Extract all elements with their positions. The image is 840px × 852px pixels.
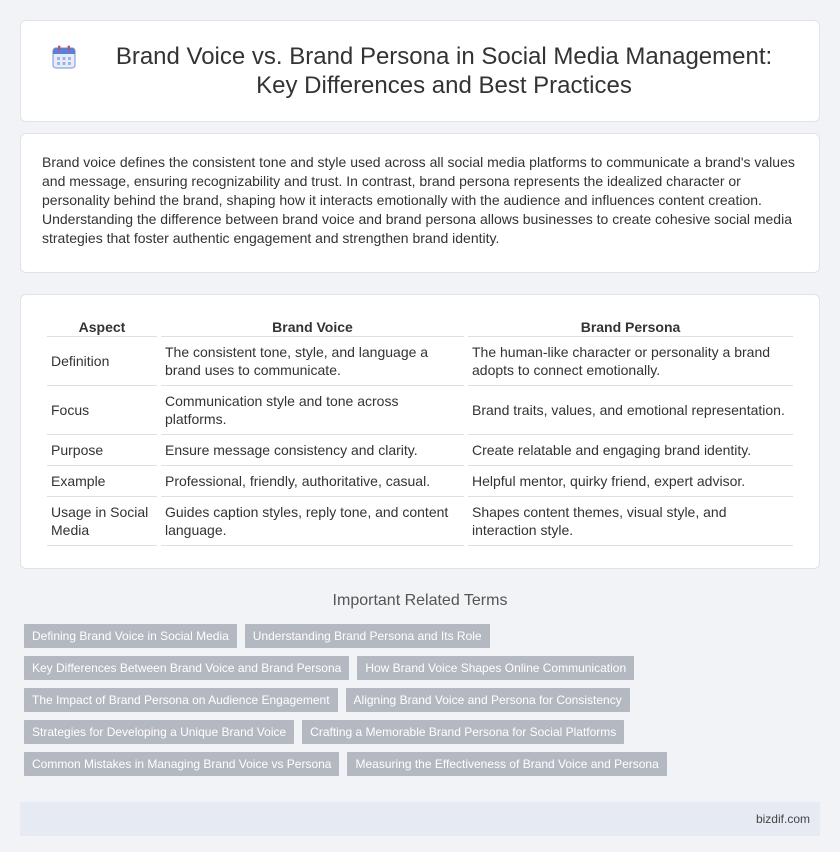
cell-aspect: Example — [47, 466, 157, 497]
header-aspect: Aspect — [47, 317, 157, 337]
calendar-icon — [51, 44, 77, 70]
cell-brand-voice: Communication style and tone across platforms. — [161, 386, 464, 435]
table-row — [47, 466, 793, 497]
cell-brand-persona: Create relatable and engaging brand identity. — [468, 435, 793, 466]
cell-brand-voice: Guides caption styles, reply tone, and content language. — [161, 497, 464, 546]
related-term-tag[interactable]: Key Differences Between Brand Voice and Brand Persona — [24, 656, 349, 680]
cell-brand-voice: Professional, friendly, authoritative, casual. — [161, 466, 464, 497]
cell-brand-voice: Ensure message consistency and clarity. — [161, 435, 464, 466]
related-term-tag[interactable]: Understanding Brand Persona and Its Role — [245, 624, 490, 648]
related-term-tag[interactable]: Measuring the Effectiveness of Brand Voice and Persona — [347, 752, 666, 776]
header-brand-persona: Brand Persona — [468, 317, 793, 337]
cell-brand-persona: Shapes content themes, visual style, and interaction style. — [468, 497, 793, 546]
header-brand-voice: Brand Voice — [161, 317, 464, 337]
page-title: Brand Voice vs. Brand Persona in Social Media Management: Key Differences and Best Practices — [115, 43, 773, 99]
table-row — [47, 386, 793, 435]
comparison-table — [43, 317, 797, 546]
related-term-tag[interactable]: The Impact of Brand Persona on Audience Engagement — [24, 688, 338, 712]
comparison-table-card — [20, 294, 820, 569]
cell-aspect: Usage in Social Media — [47, 497, 157, 546]
table-row — [47, 337, 793, 386]
related-term-tag[interactable]: Strategies for Developing a Unique Brand Voice — [24, 720, 294, 744]
related-terms-title: Important Related Terms — [332, 592, 508, 609]
related-term-tag[interactable]: Crafting a Memorable Brand Persona for Social Platforms — [302, 720, 624, 744]
cell-aspect: Purpose — [47, 435, 157, 466]
related-term-tag[interactable]: Aligning Brand Voice and Persona for Consistency — [346, 688, 630, 712]
intro-paragraph: Brand voice defines the consistent tone and style used across all social media platforms to communicate a brand's values and message, ensuring recognizability and trust. In contrast, brand persona represents the idealized character or personality behind the brand, shaping how it interacts emotionally with the audience and influences content creation. Understanding the difference between brand voice and brand persona allows businesses to create cohesive social media strategies that foster authentic engagement and strengthen brand identity. — [42, 154, 795, 246]
footer — [20, 802, 820, 836]
related-term-tag[interactable]: Defining Brand Voice in Social Media — [24, 624, 237, 648]
cell-brand-persona: The human-like character or personality a brand adopts to connect emotionally. — [468, 337, 793, 386]
related-terms-list — [20, 616, 820, 776]
related-term-tag[interactable]: Common Mistakes in Managing Brand Voice vs Persona — [24, 752, 339, 776]
cell-brand-persona: Helpful mentor, quirky friend, expert advisor. — [468, 466, 793, 497]
intro-card — [20, 133, 820, 273]
related-term-tag[interactable]: How Brand Voice Shapes Online Communication — [357, 656, 634, 680]
table-row — [47, 435, 793, 466]
table-row — [47, 497, 793, 546]
cell-brand-persona: Brand traits, values, and emotional representation. — [468, 386, 793, 435]
footer-site-link[interactable]: bizdif.com — [755, 812, 810, 826]
header-card — [20, 20, 820, 122]
cell-brand-voice: The consistent tone, style, and language a brand uses to communicate. — [161, 337, 464, 386]
cell-aspect: Definition — [47, 337, 157, 386]
table-header-row — [47, 317, 793, 337]
cell-aspect: Focus — [47, 386, 157, 435]
